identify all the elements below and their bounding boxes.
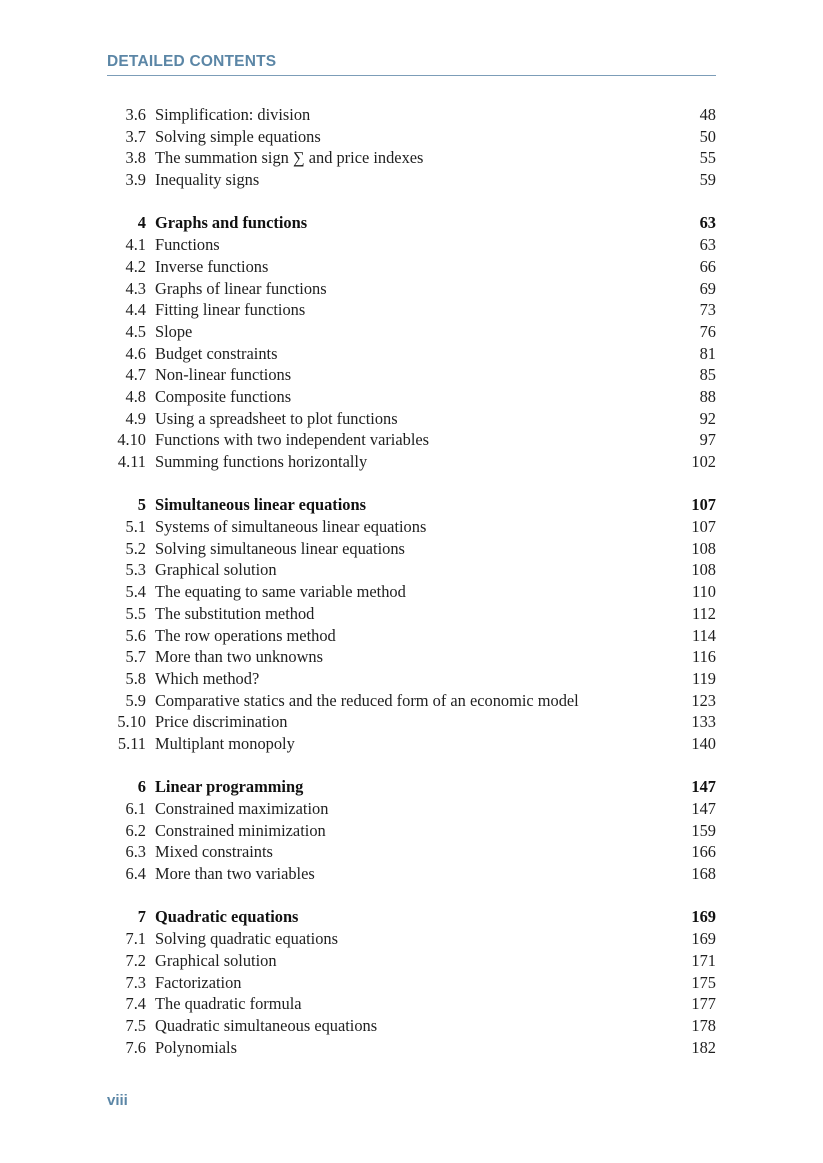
entry-title: Graphical solution [155,560,277,580]
toc-section-entry [0,408,823,430]
page-number: viii [107,1092,128,1109]
entry-page-number: 114 [692,625,716,645]
toc-section-entry [0,668,823,690]
entry-title: Inverse functions [155,256,269,276]
toc-section-entry [0,1037,823,1059]
running-head: DETAILED CONTENTS [107,53,277,70]
toc-section-entry [0,690,823,712]
entry-number: 6.2 [125,820,146,840]
toc-section-entry [0,321,823,343]
entry-number: 6.4 [125,864,146,884]
entry-title: More than two variables [155,864,315,884]
entry-page-number: 169 [691,929,716,949]
entry-number: 5.10 [117,712,146,732]
entry-title: The substitution method [155,603,315,623]
toc-section-entry [0,820,823,842]
entry-title: Quadratic simultaneous equations [155,1015,378,1035]
entry-number: 6.3 [125,842,146,862]
entry-title: Graphs and functions [155,213,308,233]
entry-page-number: 63 [699,213,716,233]
entry-number: 4.9 [125,408,146,428]
toc-section-entry [0,559,823,581]
entry-number: 5.9 [125,690,146,710]
entry-title: Graphical solution [155,950,277,970]
toc-section-entry [0,429,823,451]
entry-page-number: 102 [691,452,716,471]
entry-page-number: 69 [699,278,716,298]
entry-page-number: 159 [691,820,716,840]
entry-page-number: 76 [699,321,716,341]
toc-section-entry [0,711,823,733]
toc-chapter-entry [0,212,823,234]
entry-number: 4.10 [117,430,146,450]
toc-section-entry [0,625,823,647]
entry-page-number: 123 [691,690,716,710]
entry-number: 5.4 [125,582,146,602]
entry-page-number: 48 [699,105,716,124]
entry-title: Composite functions [155,386,292,406]
entry-number: 5.5 [125,603,146,623]
toc-section-entry [0,1015,823,1037]
toc-section-entry [0,581,823,603]
entry-number: 3.8 [125,148,146,168]
entry-number: 5.6 [125,625,146,645]
entry-number: 7 [137,907,146,927]
entry-number: 4.8 [125,386,146,406]
entry-title: Summing functions horizontally [155,452,368,471]
toc-section-entry [0,104,823,126]
entry-title: Mixed constraints [155,842,273,862]
entry-title: Linear programming [155,777,304,797]
entry-number: 5 [137,495,146,515]
toc-section-entry [0,169,823,191]
entry-page-number: 171 [691,950,716,970]
entry-title: Slope [155,321,193,341]
entry-title: Solving simple equations [155,126,321,146]
toc-section-entry [0,733,823,755]
entry-number: 3.6 [125,105,146,124]
entry-number: 4 [137,213,146,233]
entry-number: 7.4 [125,994,146,1014]
entry-page-number: 182 [691,1037,716,1057]
entry-page-number: 110 [692,582,716,602]
toc-section-entry [0,386,823,408]
toc-section-entry [0,147,823,169]
entry-page-number: 147 [691,777,716,797]
entry-page-number: 166 [691,842,716,862]
entry-number: 7.6 [125,1037,146,1057]
entry-number: 4.11 [117,452,146,471]
entry-number: 7.2 [125,950,146,970]
entry-number: 5.2 [125,538,146,558]
entry-page-number: 133 [691,712,716,732]
toc-section-entry [0,972,823,994]
entry-page-number: 107 [691,517,716,537]
toc-chapter-entry [0,776,823,798]
entry-page-number: 63 [699,235,716,255]
entry-title: Non-linear functions [155,365,292,385]
entry-title: Quadratic equations [155,907,299,927]
entry-title: The summation sign ∑ and price indexes [155,148,424,168]
entry-page-number: 73 [699,300,716,320]
entry-page-number: 119 [692,668,716,688]
toc-section-entry [0,299,823,321]
toc-section-entry [0,278,823,300]
toc-section-entry [0,603,823,625]
entry-number: 5.11 [117,733,146,753]
entry-title: Polynomials [155,1037,237,1057]
toc-section-entry [0,234,823,256]
toc-section-entry [0,451,823,473]
entry-page-number: 169 [691,907,716,927]
entry-number: 6 [137,777,146,797]
entry-number: 4.7 [125,365,146,385]
entry-page-number: 175 [691,972,716,992]
entry-number: 4.3 [125,278,146,298]
entry-page-number: 116 [692,647,716,667]
toc-section-entry [0,863,823,885]
entry-page-number: 108 [691,560,716,580]
entry-number: 5.8 [125,668,146,688]
entry-page-number: 81 [699,343,716,363]
entry-title: Constrained maximization [155,799,329,818]
entry-title: Functions with two independent variables [155,430,430,450]
entry-page-number: 55 [699,148,716,168]
table-of-contents [0,104,823,1058]
toc-section-entry [0,343,823,365]
entry-title: Price discrimination [155,712,288,732]
entry-number: 5.7 [125,647,146,667]
entry-page-number: 92 [699,408,716,428]
entry-title: Factorization [155,972,242,992]
header-rule [107,75,716,76]
entry-page-number: 59 [699,170,716,190]
entry-title: Graphs of linear functions [155,278,327,298]
entry-page-number: 85 [699,365,716,385]
entry-number: 5.1 [125,517,146,537]
entry-title: Multiplant monopoly [155,733,295,753]
toc-section-entry [0,538,823,560]
entry-title: Comparative statics and the reduced form of an economic model [155,690,579,710]
entry-title: Functions [155,235,220,255]
entry-title: Constrained minimization [155,820,326,840]
entry-page-number: 50 [699,126,716,146]
toc-section-entry [0,126,823,148]
entry-page-number: 66 [699,256,716,276]
entry-number: 3.9 [125,170,146,190]
entry-number: 4.5 [125,321,146,341]
entry-title: The row operations method [155,625,336,645]
toc-section-entry [0,364,823,386]
toc-section-entry [0,928,823,950]
entry-page-number: 147 [691,799,716,818]
entry-page-number: 112 [692,603,716,623]
entry-title: Solving quadratic equations [155,929,338,949]
entry-title: Which method? [155,668,260,688]
entry-page-number: 140 [691,733,716,753]
toc-section-entry [0,516,823,538]
entry-title: Inequality signs [155,170,260,190]
entry-number: 6.1 [125,799,146,818]
entry-title: More than two unknowns [155,647,323,667]
entry-title: The equating to same variable method [155,582,406,602]
entry-number: 7.1 [125,929,146,949]
entry-number: 4.4 [125,300,146,320]
toc-section-entry [0,993,823,1015]
toc-section-entry [0,646,823,668]
entry-number: 5.3 [125,560,146,580]
entry-page-number: 177 [691,994,716,1014]
entry-title: The quadratic formula [155,994,302,1014]
entry-number: 3.7 [125,126,146,146]
entry-number: 4.2 [125,256,146,276]
entry-title: Simultaneous linear equations [155,495,366,515]
entry-page-number: 168 [691,864,716,884]
entry-title: Fitting linear functions [155,300,306,320]
entry-number: 4.1 [125,235,146,255]
entry-number: 7.3 [125,972,146,992]
entry-title: Systems of simultaneous linear equations [155,517,427,537]
toc-section-entry [0,841,823,863]
toc-chapter-entry [0,494,823,516]
entry-number: 4.6 [125,343,146,363]
entry-page-number: 97 [699,430,716,450]
entry-title: Using a spreadsheet to plot functions [155,408,398,428]
toc-chapter-entry [0,906,823,928]
entry-page-number: 107 [691,495,716,515]
entry-page-number: 88 [699,386,716,406]
entry-page-number: 178 [691,1015,716,1035]
entry-title: Solving simultaneous linear equations [155,538,405,558]
entry-number: 7.5 [125,1015,146,1035]
entry-page-number: 108 [691,538,716,558]
entry-title: Simplification: division [155,105,311,124]
toc-section-entry [0,256,823,278]
toc-section-entry [0,950,823,972]
toc-section-entry [0,798,823,820]
entry-title: Budget constraints [155,343,278,363]
